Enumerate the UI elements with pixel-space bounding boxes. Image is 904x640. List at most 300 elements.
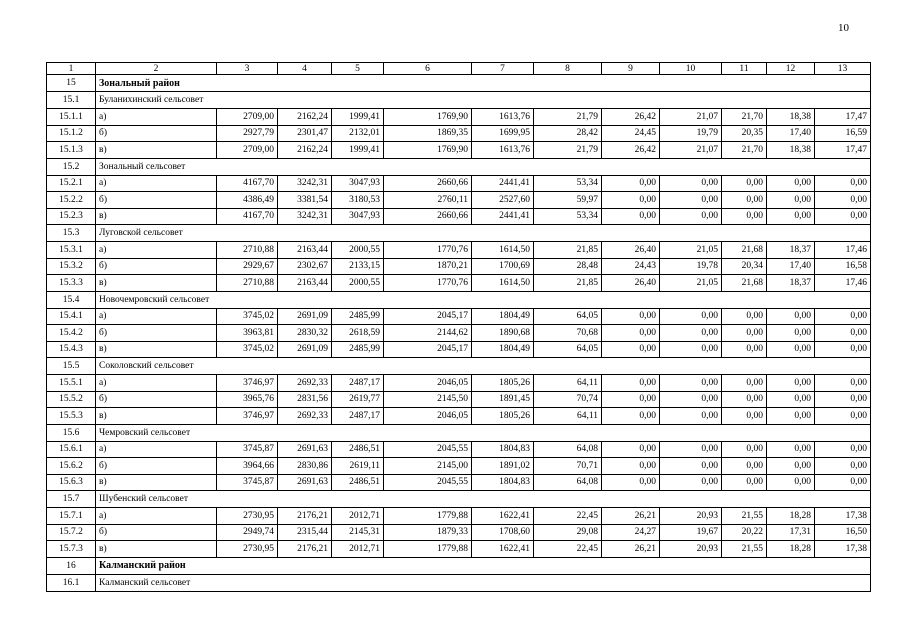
value-cell: 64,08 <box>534 474 602 491</box>
column-header: 12 <box>767 63 815 75</box>
value-cell: 2709,00 <box>217 142 278 159</box>
value-cell: 2302,67 <box>278 258 332 275</box>
row-code: 15.4.1 <box>47 308 96 325</box>
value-cell: 2485,99 <box>332 341 384 358</box>
value-cell: 0,00 <box>660 208 722 225</box>
value-cell: 1779,88 <box>384 508 472 525</box>
row-code: 15.5.1 <box>47 375 96 392</box>
value-cell: 2441,41 <box>472 208 534 225</box>
value-cell: 0,00 <box>602 175 660 192</box>
column-header: 5 <box>332 63 384 75</box>
value-cell: 2441,41 <box>472 175 534 192</box>
header-row <box>47 63 871 75</box>
value-cell: 1700,69 <box>472 258 534 275</box>
value-cell: 21,85 <box>534 275 602 292</box>
value-cell: 0,00 <box>660 391 722 408</box>
subsection-row <box>47 424 871 441</box>
value-cell: 2618,59 <box>332 325 384 342</box>
value-cell: 2691,63 <box>278 441 332 458</box>
subsection-row <box>47 574 871 591</box>
value-cell: 0,00 <box>602 375 660 392</box>
data-row <box>47 125 871 142</box>
value-cell: 1614,50 <box>472 242 534 259</box>
value-cell: 0,00 <box>602 325 660 342</box>
value-cell: 17,47 <box>815 142 871 159</box>
value-cell: 0,00 <box>602 192 660 209</box>
data-row <box>47 109 871 126</box>
value-cell: 20,93 <box>660 508 722 525</box>
column-header: 9 <box>602 63 660 75</box>
value-cell: 64,05 <box>534 308 602 325</box>
row-label: а) <box>96 375 217 392</box>
value-cell: 3242,31 <box>278 175 332 192</box>
value-cell: 2710,88 <box>217 275 278 292</box>
value-cell: 2163,44 <box>278 242 332 259</box>
value-cell: 1999,41 <box>332 142 384 159</box>
value-cell: 24,45 <box>602 125 660 142</box>
row-label: б) <box>96 391 217 408</box>
row-code: 15.4.2 <box>47 325 96 342</box>
tariff-table <box>46 62 871 592</box>
column-header: 8 <box>534 63 602 75</box>
value-cell: 70,71 <box>534 458 602 475</box>
value-cell: 2301,47 <box>278 125 332 142</box>
value-cell: 17,38 <box>815 541 871 558</box>
value-cell: 17,46 <box>815 242 871 259</box>
value-cell: 0,00 <box>815 441 871 458</box>
row-code: 15.7 <box>47 491 96 508</box>
subsection-row <box>47 291 871 308</box>
value-cell: 0,00 <box>602 341 660 358</box>
value-cell: 0,00 <box>660 192 722 209</box>
row-label: в) <box>96 474 217 491</box>
value-cell: 3963,81 <box>217 325 278 342</box>
value-cell: 19,67 <box>660 524 722 541</box>
value-cell: 21,07 <box>660 109 722 126</box>
data-row <box>47 524 871 541</box>
data-row <box>47 375 871 392</box>
council-name: Буланихинский сельсовет <box>96 92 871 109</box>
value-cell: 21,05 <box>660 275 722 292</box>
value-cell: 2760,11 <box>384 192 472 209</box>
value-cell: 29,08 <box>534 524 602 541</box>
row-label: в) <box>96 142 217 159</box>
value-cell: 1869,35 <box>384 125 472 142</box>
value-cell: 64,11 <box>534 408 602 425</box>
value-cell: 3746,97 <box>217 375 278 392</box>
council-name: Соколовский сельсовет <box>96 358 871 375</box>
value-cell: 0,00 <box>722 308 767 325</box>
value-cell: 2132,01 <box>332 125 384 142</box>
value-cell: 2691,09 <box>278 341 332 358</box>
column-header: 4 <box>278 63 332 75</box>
value-cell: 17,40 <box>767 125 815 142</box>
value-cell: 2691,09 <box>278 308 332 325</box>
row-code: 16.1 <box>47 574 96 591</box>
value-cell: 0,00 <box>660 325 722 342</box>
value-cell: 0,00 <box>602 474 660 491</box>
value-cell: 2176,21 <box>278 508 332 525</box>
section-row <box>47 557 871 574</box>
value-cell: 0,00 <box>722 474 767 491</box>
row-code: 15.6.2 <box>47 458 96 475</box>
value-cell: 0,00 <box>722 391 767 408</box>
value-cell: 1622,41 <box>472 508 534 525</box>
value-cell: 2730,95 <box>217 508 278 525</box>
value-cell: 3745,87 <box>217 474 278 491</box>
value-cell: 2710,88 <box>217 242 278 259</box>
row-code: 15.1.1 <box>47 109 96 126</box>
row-label: в) <box>96 275 217 292</box>
value-cell: 1622,41 <box>472 541 534 558</box>
page-number: 10 <box>838 22 849 34</box>
value-cell: 26,21 <box>602 508 660 525</box>
value-cell: 3746,97 <box>217 408 278 425</box>
value-cell: 16,50 <box>815 524 871 541</box>
value-cell: 2660,66 <box>384 175 472 192</box>
row-code: 15.2.2 <box>47 192 96 209</box>
value-cell: 0,00 <box>722 408 767 425</box>
value-cell: 0,00 <box>767 325 815 342</box>
value-cell: 1708,60 <box>472 524 534 541</box>
column-header: 13 <box>815 63 871 75</box>
value-cell: 0,00 <box>767 441 815 458</box>
value-cell: 0,00 <box>815 341 871 358</box>
value-cell: 0,00 <box>767 175 815 192</box>
row-label: а) <box>96 441 217 458</box>
value-cell: 1805,26 <box>472 375 534 392</box>
data-row <box>47 275 871 292</box>
value-cell: 0,00 <box>722 208 767 225</box>
value-cell: 2315,44 <box>278 524 332 541</box>
value-cell: 1779,88 <box>384 541 472 558</box>
value-cell: 28,48 <box>534 258 602 275</box>
row-label: а) <box>96 508 217 525</box>
row-code: 15.6 <box>47 424 96 441</box>
council-name: Чемровский сельсовет <box>96 424 871 441</box>
value-cell: 2949,74 <box>217 524 278 541</box>
value-cell: 2709,00 <box>217 109 278 126</box>
row-code: 15.3.2 <box>47 258 96 275</box>
value-cell: 21,55 <box>722 508 767 525</box>
value-cell: 0,00 <box>660 175 722 192</box>
value-cell: 0,00 <box>815 308 871 325</box>
value-cell: 26,40 <box>602 275 660 292</box>
row-label: в) <box>96 408 217 425</box>
value-cell: 2486,51 <box>332 474 384 491</box>
value-cell: 0,00 <box>660 308 722 325</box>
value-cell: 70,68 <box>534 325 602 342</box>
value-cell: 4167,70 <box>217 208 278 225</box>
value-cell: 2927,79 <box>217 125 278 142</box>
data-row <box>47 474 871 491</box>
data-row <box>47 458 871 475</box>
data-row <box>47 208 871 225</box>
section-row <box>47 75 871 92</box>
value-cell: 22,45 <box>534 541 602 558</box>
row-code: 15.4 <box>47 291 96 308</box>
value-cell: 1879,33 <box>384 524 472 541</box>
value-cell: 2162,24 <box>278 142 332 159</box>
value-cell: 3381,54 <box>278 192 332 209</box>
value-cell: 2487,17 <box>332 375 384 392</box>
data-row <box>47 508 871 525</box>
row-code: 15.3.1 <box>47 242 96 259</box>
value-cell: 0,00 <box>722 175 767 192</box>
value-cell: 17,47 <box>815 109 871 126</box>
value-cell: 21,79 <box>534 109 602 126</box>
value-cell: 0,00 <box>767 474 815 491</box>
council-name: Луговской сельсовет <box>96 225 871 242</box>
value-cell: 0,00 <box>815 458 871 475</box>
row-label: в) <box>96 541 217 558</box>
value-cell: 2730,95 <box>217 541 278 558</box>
value-cell: 0,00 <box>602 208 660 225</box>
value-cell: 0,00 <box>602 441 660 458</box>
row-label: б) <box>96 192 217 209</box>
subsection-row <box>47 358 871 375</box>
value-cell: 3180,53 <box>332 192 384 209</box>
subsection-row <box>47 92 871 109</box>
data-row <box>47 441 871 458</box>
value-cell: 2527,60 <box>472 192 534 209</box>
data-row <box>47 541 871 558</box>
subsection-row <box>47 491 871 508</box>
value-cell: 0,00 <box>767 375 815 392</box>
table-body <box>47 63 871 592</box>
value-cell: 0,00 <box>660 375 722 392</box>
row-code: 15.4.3 <box>47 341 96 358</box>
row-label: б) <box>96 325 217 342</box>
value-cell: 1999,41 <box>332 109 384 126</box>
value-cell: 20,93 <box>660 541 722 558</box>
subsection-row <box>47 158 871 175</box>
row-code: 15.2.1 <box>47 175 96 192</box>
value-cell: 26,21 <box>602 541 660 558</box>
value-cell: 1804,49 <box>472 308 534 325</box>
row-code: 15.2.3 <box>47 208 96 225</box>
row-code: 15.5.2 <box>47 391 96 408</box>
value-cell: 16,59 <box>815 125 871 142</box>
value-cell: 0,00 <box>767 308 815 325</box>
value-cell: 64,11 <box>534 375 602 392</box>
data-row <box>47 142 871 159</box>
value-cell: 21,79 <box>534 142 602 159</box>
data-row <box>47 192 871 209</box>
value-cell: 2487,17 <box>332 408 384 425</box>
value-cell: 3047,93 <box>332 208 384 225</box>
row-code: 15.2 <box>47 158 96 175</box>
value-cell: 20,35 <box>722 125 767 142</box>
row-code: 16 <box>47 557 96 574</box>
value-cell: 2045,55 <box>384 474 472 491</box>
value-cell: 2692,33 <box>278 375 332 392</box>
row-code: 15.7.1 <box>47 508 96 525</box>
value-cell: 2929,67 <box>217 258 278 275</box>
value-cell: 2619,77 <box>332 391 384 408</box>
value-cell: 2145,31 <box>332 524 384 541</box>
value-cell: 26,40 <box>602 242 660 259</box>
value-cell: 17,31 <box>767 524 815 541</box>
value-cell: 18,28 <box>767 508 815 525</box>
value-cell: 24,27 <box>602 524 660 541</box>
row-code: 15.1 <box>47 92 96 109</box>
value-cell: 64,05 <box>534 341 602 358</box>
value-cell: 0,00 <box>767 208 815 225</box>
row-code: 15.1.3 <box>47 142 96 159</box>
value-cell: 1890,68 <box>472 325 534 342</box>
value-cell: 1891,02 <box>472 458 534 475</box>
value-cell: 2045,17 <box>384 308 472 325</box>
value-cell: 17,46 <box>815 275 871 292</box>
value-cell: 2830,86 <box>278 458 332 475</box>
data-row <box>47 325 871 342</box>
value-cell: 0,00 <box>722 192 767 209</box>
data-row <box>47 175 871 192</box>
row-label: б) <box>96 524 217 541</box>
value-cell: 24,43 <box>602 258 660 275</box>
value-cell: 2692,33 <box>278 408 332 425</box>
value-cell: 0,00 <box>602 458 660 475</box>
value-cell: 28,42 <box>534 125 602 142</box>
value-cell: 21,70 <box>722 142 767 159</box>
row-code: 15.3.3 <box>47 275 96 292</box>
value-cell: 64,08 <box>534 441 602 458</box>
value-cell: 0,00 <box>722 375 767 392</box>
row-code: 15.6.1 <box>47 441 96 458</box>
value-cell: 0,00 <box>767 391 815 408</box>
column-header: 6 <box>384 63 472 75</box>
value-cell: 21,55 <box>722 541 767 558</box>
row-code: 15.5 <box>47 358 96 375</box>
value-cell: 2145,50 <box>384 391 472 408</box>
value-cell: 2486,51 <box>332 441 384 458</box>
value-cell: 21,70 <box>722 109 767 126</box>
value-cell: 17,40 <box>767 258 815 275</box>
district-name: Калманский район <box>96 557 871 574</box>
council-name: Новочемровский сельсовет <box>96 291 871 308</box>
value-cell: 2012,71 <box>332 508 384 525</box>
subsection-row <box>47 225 871 242</box>
value-cell: 0,00 <box>722 341 767 358</box>
value-cell: 2619,11 <box>332 458 384 475</box>
value-cell: 2485,99 <box>332 308 384 325</box>
value-cell: 2660,66 <box>384 208 472 225</box>
value-cell: 21,68 <box>722 275 767 292</box>
row-code: 15 <box>47 75 96 92</box>
value-cell: 0,00 <box>602 308 660 325</box>
row-label: б) <box>96 125 217 142</box>
value-cell: 1805,26 <box>472 408 534 425</box>
value-cell: 59,97 <box>534 192 602 209</box>
row-label: б) <box>96 258 217 275</box>
value-cell: 19,79 <box>660 125 722 142</box>
column-header: 3 <box>217 63 278 75</box>
value-cell: 26,42 <box>602 109 660 126</box>
value-cell: 0,00 <box>815 175 871 192</box>
row-code: 15.6.3 <box>47 474 96 491</box>
value-cell: 21,07 <box>660 142 722 159</box>
data-row <box>47 341 871 358</box>
value-cell: 0,00 <box>815 391 871 408</box>
value-cell: 18,38 <box>767 109 815 126</box>
value-cell: 3965,76 <box>217 391 278 408</box>
value-cell: 18,38 <box>767 142 815 159</box>
value-cell: 1614,50 <box>472 275 534 292</box>
value-cell: 0,00 <box>722 458 767 475</box>
column-header: 1 <box>47 63 96 75</box>
value-cell: 3745,87 <box>217 441 278 458</box>
value-cell: 20,22 <box>722 524 767 541</box>
row-label: а) <box>96 242 217 259</box>
value-cell: 1891,45 <box>472 391 534 408</box>
value-cell: 0,00 <box>767 192 815 209</box>
value-cell: 0,00 <box>660 474 722 491</box>
value-cell: 2000,55 <box>332 275 384 292</box>
value-cell: 26,42 <box>602 142 660 159</box>
column-header: 10 <box>660 63 722 75</box>
value-cell: 20,34 <box>722 258 767 275</box>
row-label: а) <box>96 175 217 192</box>
data-row <box>47 408 871 425</box>
value-cell: 2691,63 <box>278 474 332 491</box>
value-cell: 18,28 <box>767 541 815 558</box>
value-cell: 21,05 <box>660 242 722 259</box>
value-cell: 1613,76 <box>472 142 534 159</box>
data-row <box>47 391 871 408</box>
value-cell: 0,00 <box>815 325 871 342</box>
value-cell: 53,34 <box>534 208 602 225</box>
value-cell: 3047,93 <box>332 175 384 192</box>
value-cell: 2145,00 <box>384 458 472 475</box>
value-cell: 21,68 <box>722 242 767 259</box>
value-cell: 22,45 <box>534 508 602 525</box>
data-row <box>47 308 871 325</box>
row-code: 15.5.3 <box>47 408 96 425</box>
value-cell: 0,00 <box>815 208 871 225</box>
value-cell: 0,00 <box>722 325 767 342</box>
district-name: Зональный район <box>96 75 871 92</box>
row-code: 15.1.2 <box>47 125 96 142</box>
value-cell: 1804,83 <box>472 474 534 491</box>
value-cell: 2045,55 <box>384 441 472 458</box>
value-cell: 2830,32 <box>278 325 332 342</box>
value-cell: 2012,71 <box>332 541 384 558</box>
value-cell: 1804,49 <box>472 341 534 358</box>
value-cell: 21,85 <box>534 242 602 259</box>
value-cell: 1769,90 <box>384 142 472 159</box>
value-cell: 0,00 <box>602 408 660 425</box>
column-header: 7 <box>472 63 534 75</box>
council-name: Зональный сельсовет <box>96 158 871 175</box>
value-cell: 0,00 <box>815 192 871 209</box>
value-cell: 2046,05 <box>384 375 472 392</box>
value-cell: 2162,24 <box>278 109 332 126</box>
value-cell: 2831,56 <box>278 391 332 408</box>
value-cell: 3745,02 <box>217 341 278 358</box>
row-label: а) <box>96 109 217 126</box>
value-cell: 2045,17 <box>384 341 472 358</box>
value-cell: 1769,90 <box>384 109 472 126</box>
value-cell: 2163,44 <box>278 275 332 292</box>
value-cell: 19,78 <box>660 258 722 275</box>
value-cell: 1613,76 <box>472 109 534 126</box>
value-cell: 0,00 <box>767 408 815 425</box>
row-label: б) <box>96 458 217 475</box>
council-name: Шубенский сельсовет <box>96 491 871 508</box>
value-cell: 53,34 <box>534 175 602 192</box>
value-cell: 0,00 <box>815 474 871 491</box>
